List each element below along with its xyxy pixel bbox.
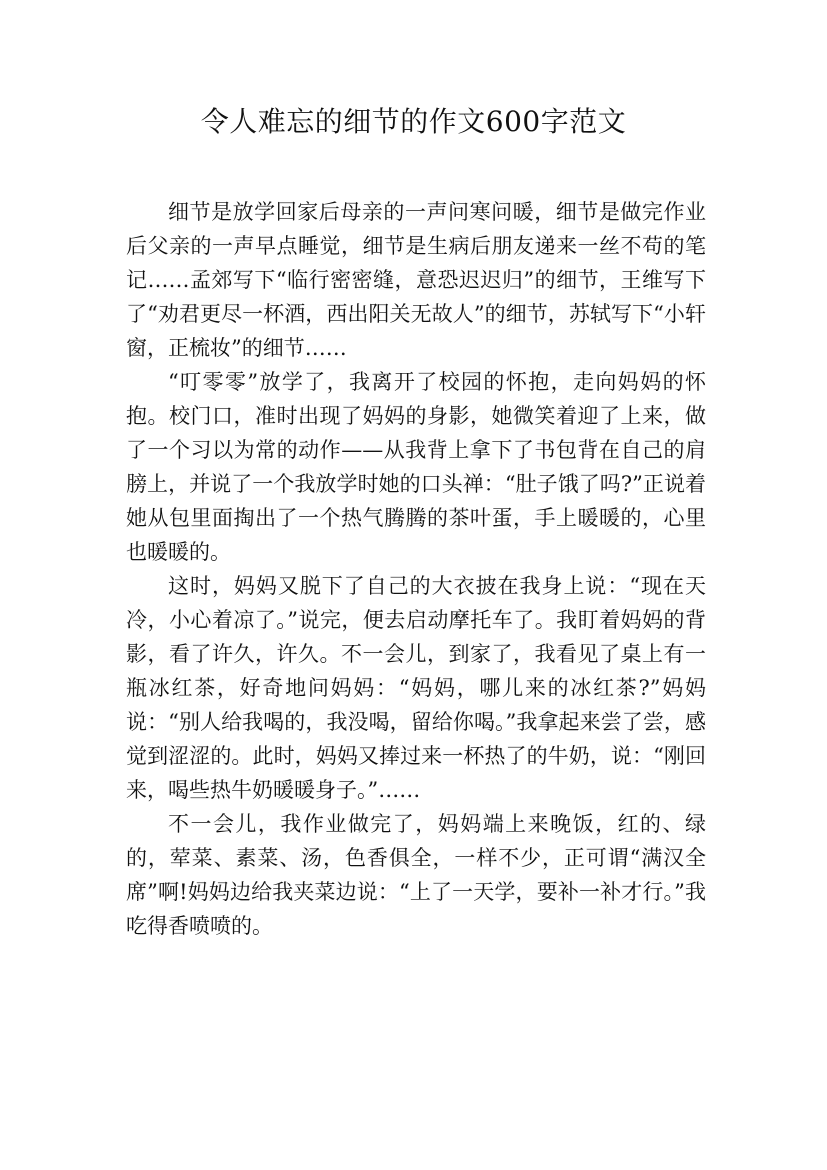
- paragraph-1: 细节是放学回家后母亲的一声问寒问暖，细节是做完作业后父亲的一声早点睡觉，细节是生病后朋友递来一丝不苟的笔记……孟郊写下“临行密密缝，意恐迟迟归”的细节，王维写下了“劝君更尽一杯酒，西出阳关无故人”的细节，苏轼写下“小轩窗，正梳妆”的细节……: [126, 200, 706, 360]
- paragraph-3: 这时，妈妈又脱下了自己的大衣披在我身上说：“现在天冷，小心着凉了。”说完，便去启动摩托车了。我盯着妈妈的背影，看了许久，许久。不一会儿，到家了，我看见了桌上有一瓶冰红茶，好奇地问妈妈：“妈妈，哪儿来的冰红茶?”妈妈说：“别人给我喝的，我没喝，留给你喝。”我拿起来尝了尝，感觉到涩涩的。此时，妈妈又捧过来一杯热了的牛奶，说：“刚回来，喝些热牛奶暖暖身子。”……: [126, 574, 706, 802]
- document-body: [126, 195, 706, 943]
- paragraph-2: “叮零零”放学了，我离开了校园的怀抱，走向妈妈的怀抱。校门口，准时出现了妈妈的身影，她微笑着迎了上来，做了一个习以为常的动作——从我背上拿下了书包背在自己的肩膀上，并说了一个我放学时她的口头禅：“肚子饿了吗?”正说着她从包里面掏出了一个热气腾腾的茶叶蛋，手上暖暖的，心里也暖暖的。: [126, 370, 706, 564]
- paragraph-4: 不一会儿，我作业做完了，妈妈端上来晚饭，红的、绿的，荤菜、素菜、汤，色香俱全，一样不少，正可谓“满汉全席”啊!妈妈边给我夹菜边说：“上了一天学，要补一补才行。”我吃得香喷喷的。: [126, 812, 706, 938]
- document-title: 令人难忘的细节的作文600字范文: [200, 105, 627, 138]
